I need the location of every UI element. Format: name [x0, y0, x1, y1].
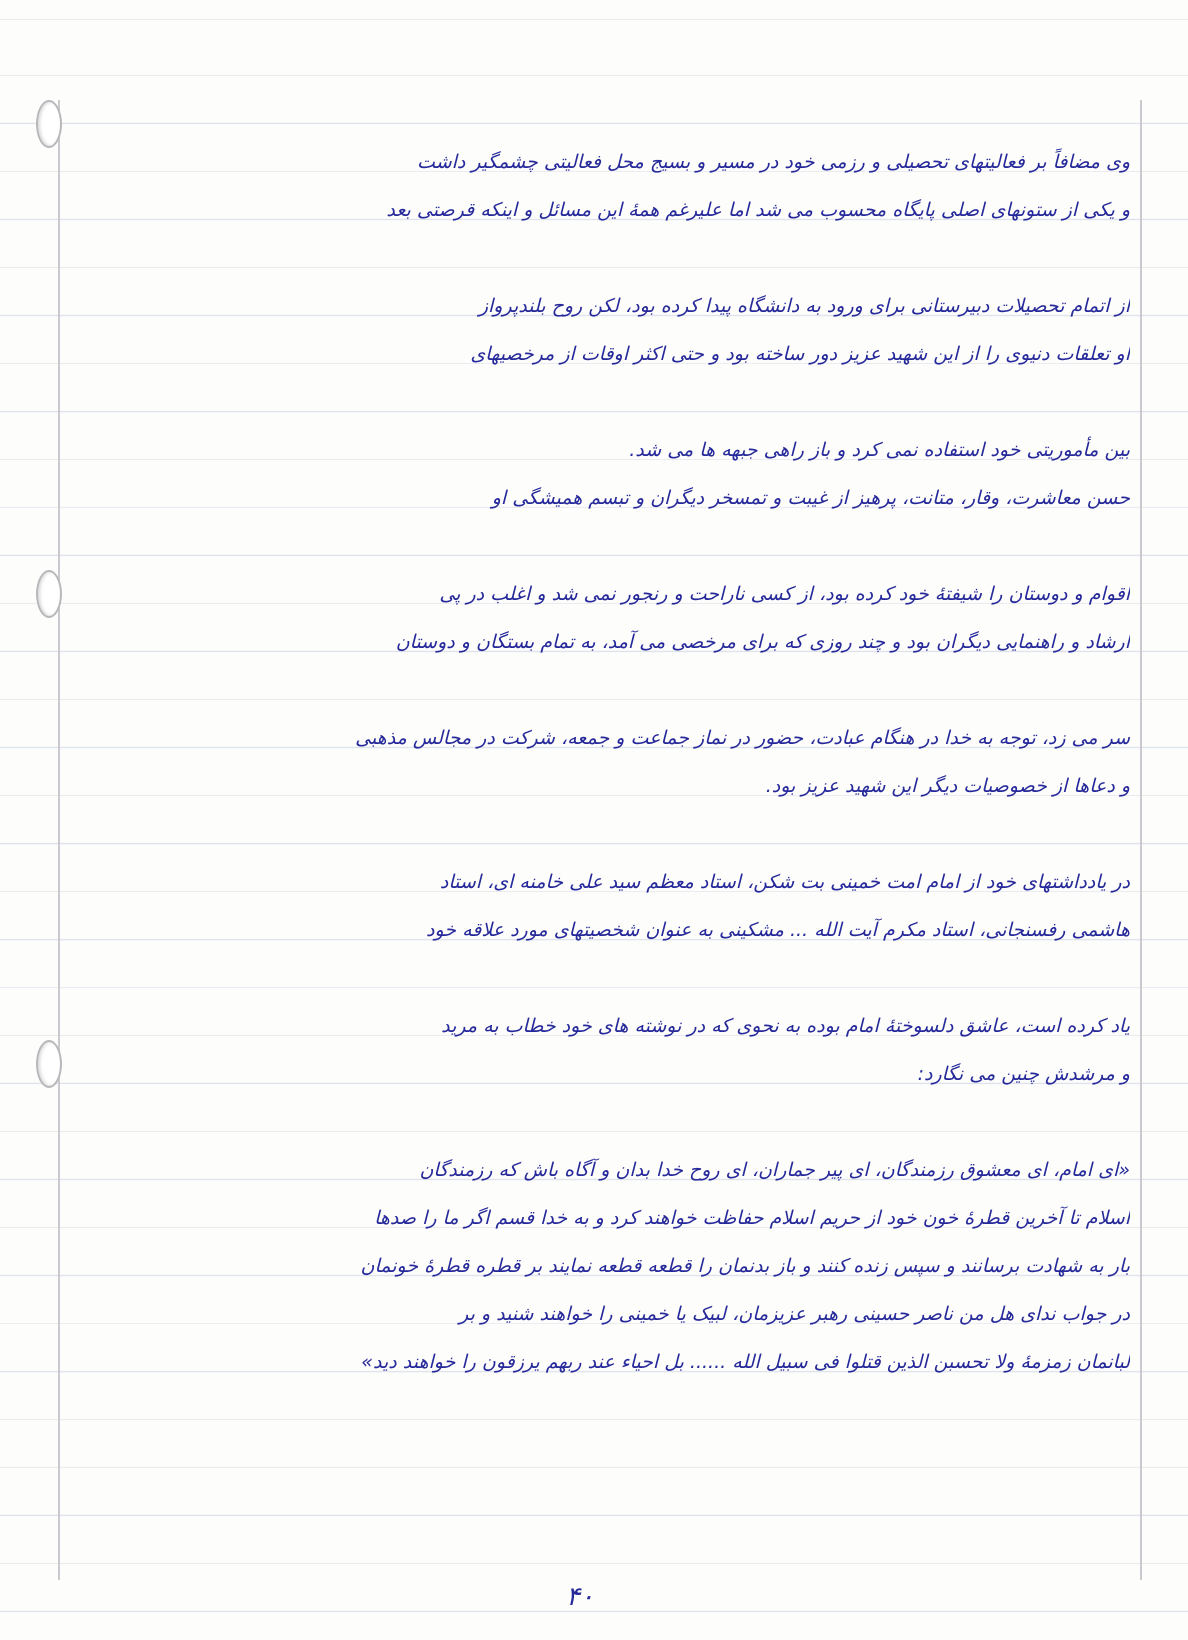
handwritten-line: یاد کرده است، عاشق دلسوختهٔ امام بوده به نحوی که در نوشته های خود خطاب به مرید — [441, 1015, 1130, 1037]
left-margin-rule — [58, 100, 60, 1580]
punch-hole — [36, 570, 62, 618]
handwritten-line: او تعلقات دنیوی را از این شهید عزیز دور ساخته بود و حتی اکثر اوقات از مرخصیهای — [470, 343, 1130, 365]
handwritten-line: از اتمام تحصیلات دبیرستانی برای ورود به دانشگاه پیدا کرده بود، لکن روح بلندپرواز — [478, 295, 1130, 317]
handwritten-line: لبانمان زمزمهٔ ولا تحسبن الذین قتلوا فی سبیل الله ...... بل احیاء عند ربهم یرزقون را خواهند دید» — [361, 1351, 1130, 1373]
blank-line — [70, 234, 1130, 282]
blank-line — [70, 954, 1130, 1002]
blank-line — [70, 1098, 1130, 1146]
handwritten-line: سر می زد، توجه به خدا در هنگام عبادت، حضور در نماز جماعت و جمعه، شرکت در مجالس مذهبی — [355, 727, 1130, 749]
blank-line — [70, 522, 1130, 570]
punch-hole — [36, 100, 62, 148]
blank-line — [70, 666, 1130, 714]
handwritten-line: اقوام و دوستان را شیفتهٔ خود کرده بود، از کسی ناراحت و رنجور نمی شد و اغلب در پی — [439, 583, 1130, 605]
handwritten-line: حسن معاشرت، وقار، متانت، پرهیز از غیبت و تمسخر دیگران و تبسم همیشگی او — [491, 487, 1130, 509]
page-number: ۴۰ — [566, 1582, 594, 1612]
handwritten-line: و دعاها از خصوصیات دیگر این شهید عزیز بود. — [765, 775, 1130, 797]
handwritten-body-text — [70, 138, 1130, 1386]
right-margin-rule — [1140, 100, 1142, 1580]
handwritten-line: در یادداشتهای خود از امام امت خمینی بت شکن، استاد معظم سید علی خامنه ای، استاد — [439, 871, 1130, 893]
handwritten-line: وی مضافاً بر فعالیتهای تحصیلی و رزمی خود در مسیر و بسیج محل فعالیتی چشمگیر داشت — [417, 151, 1130, 173]
handwritten-line: و مرشدش چنین می نگارد: — [917, 1063, 1130, 1085]
handwritten-line: ارشاد و راهنمایی دیگران بود و چند روزی که برای مرخصی می آمد، به تمام بستگان و دوستان — [395, 631, 1130, 653]
blank-line — [70, 810, 1130, 858]
handwritten-line: و یکی از ستونهای اصلی پایگاه محسوب می شد اما علیرغم همهٔ این مسائل و اینکه قرصتی بعد — [386, 199, 1130, 221]
handwritten-line: بین مأموریتی خود استفاده نمی کرد و باز راهی جبهه ها می شد. — [629, 439, 1130, 461]
handwritten-line: هاشمی رفسنجانی، استاد مکرم آیت الله ... مشکینی به عنوان شخصیتهای مورد علاقه خود — [426, 919, 1130, 941]
blank-line — [70, 378, 1130, 426]
handwritten-line: در جواب ندای هل من ناصر حسینی رهبر عزیزمان، لبیک یا خمینی را خواهند شنید و بر — [459, 1303, 1130, 1325]
handwritten-line: «ای امام، ای معشوق رزمندگان، ای پیر جماران، ای روح خدا بدان و آگاه باش که رزمندگان — [419, 1159, 1130, 1181]
handwritten-line: اسلام تا آخرین قطرهٔ خون خود از حریم اسلام حفاظت خواهند کرد و به خدا قسم اگر ما را صدها — [374, 1207, 1130, 1229]
handwritten-line: بار به شهادت برسانند و سپس زنده کنند و باز بدنمان را قطعه قطعه نمایند بر قطره قطرهٔ خونمان — [360, 1255, 1130, 1277]
punch-hole — [36, 1040, 62, 1088]
